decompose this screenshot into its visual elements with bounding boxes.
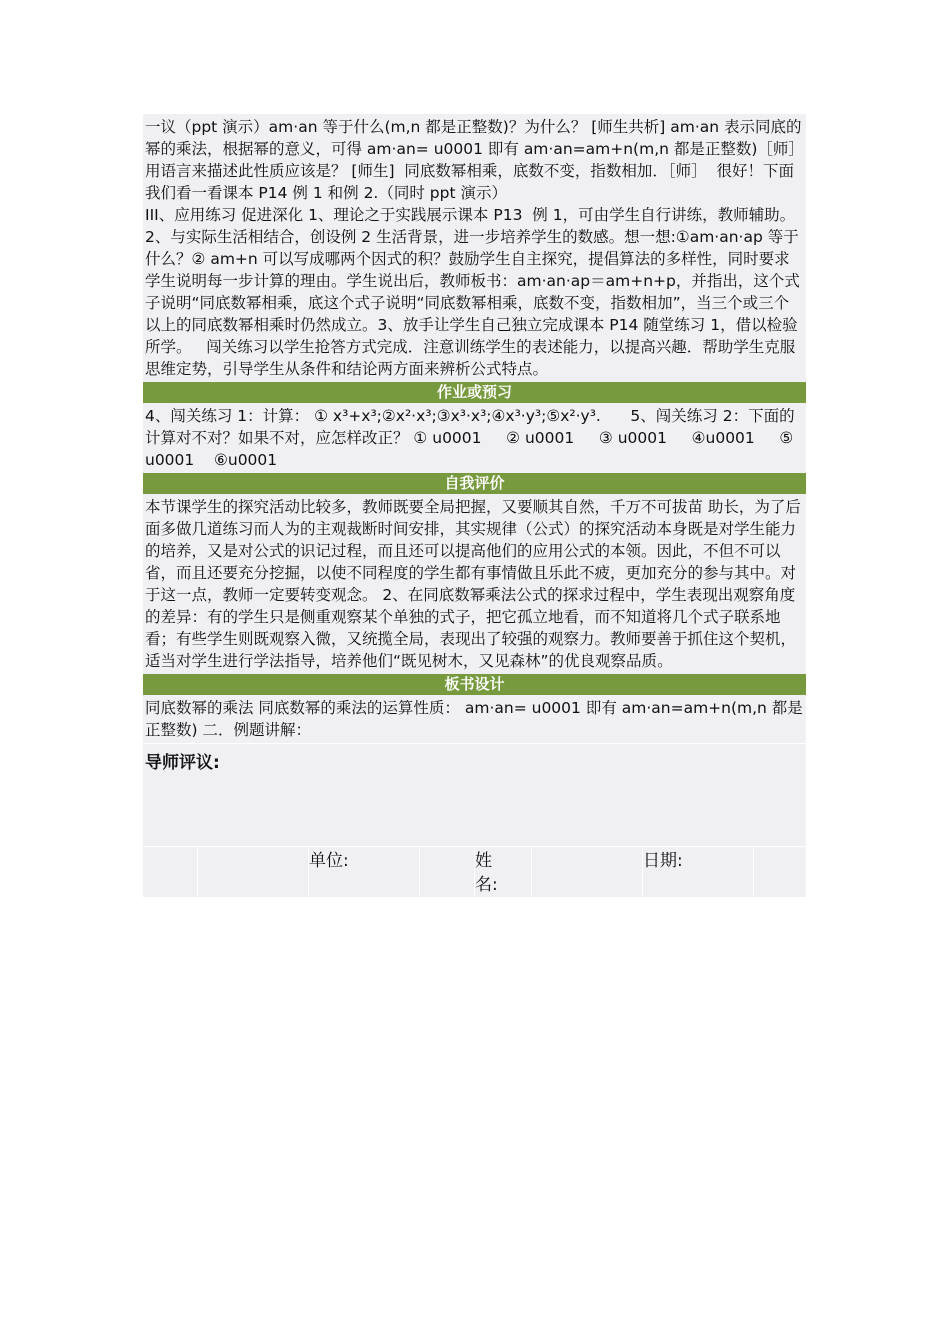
board-design-text: 同底数幂的乘法 同底数幂的乘法的运算性质： am·an= u0001 即有 am·an=am+n(m,n 都是正整数) 二．例题讲解： <box>143 695 806 743</box>
name-label: 姓 名: <box>475 847 532 897</box>
unit-label: 单位: <box>309 847 420 897</box>
document <box>143 114 806 897</box>
teaching-process-text: 一议（ppt 演示）am·an 等于什么(m,n 都是正整数)？为什么？ [师生共析] am·an 表示同底的幂的乘法，根据幂的意义，可得 am·an= u0001 即有 am·an=am+n(m,n 都是正整数)［师］ 用语言来描述此性质应该是？ [师生] 同底数幂相乘，底数不变，指数相加．［师］ 很好！下面我们看一看课本 P14 例 1 和例 2.（同时 ppt 演示） III、应用练习 促进深化 1、理论之于实践展示课本 P13 例 1，可由学生自行讲练，教师辅助。2、与实际生活相结合，创设例 2 生活背景，进一步培养学生的数感。想一想:①am·an·ap 等于什么？② am+n 可以写成哪两个因式的积？鼓励学生自主探究，提倡算法的多样性，同时要求学生说明每一步计算的理由。学生说出后，教师板书：am·an·ap＝am+n+p，并指出，这个式子说明“同底数幂相乘，底这个式子说明“同底数幂相乘，底数不变，指数相加”，当三个或三个以上的同底数幂相乘时仍然成立。3、放手让学生自己独立完成课本 P14 随堂练习 1，借以检验所学。 闯关练习以学生抢答方式完成．注意训练学生的表述能力，以提高兴趣．帮助学生克服思维定势，引导学生从条件和结论两方面来辨析公式特点。 <box>143 114 806 382</box>
footer-cell-empty <box>198 847 309 897</box>
tutor-comment-label: 导师评议: <box>145 753 220 773</box>
homework-text: 4、闯关练习 1：计算： ① x³+x³;②x²·x³;③x³·x³;④x³·y³;⑤x²·y³. 5、闯关练习 2：下面的计算对不对？如果不对，应怎样改正？ ① u0001 ② u0001 ③ u0001 ④u0001 ⑤ u0001 ⑥u0001 <box>143 403 806 473</box>
date-label: 日期: <box>643 847 754 897</box>
footer-cell-empty <box>420 847 475 897</box>
self-evaluation-header: 自我评价 <box>143 473 806 494</box>
homework-header: 作业或预习 <box>143 382 806 403</box>
footer-cell-empty <box>143 847 198 897</box>
board-design-header: 板书设计 <box>143 674 806 695</box>
signature-row <box>143 846 806 897</box>
self-evaluation-text: 本节课学生的探究活动比较多，教师既要全局把握，又要顺其自然，千万不可拔苗 助长，为了后面多做几道练习而人为的主观裁断时间安排，其实规律（公式）的探究活动本身既是对学生能力的培养，又是对公式的识记过程，而且还可以提高他们的应用公式的本领。因此，不但不可以省，而且还要充分挖掘，以使不同程度的学生都有事情做且乐此不疲，更加充分的参与其中。对于这一点，教师一定要转变观念。 2、在同底数幂乘法公式的探求过程中，学生表现出观察角度的差异：有的学生只是侧重观察某个单独的式子，把它孤立地看，而不知道将几个式子联系地看；有些学生则既观察入微，又统揽全局，表现出了较强的观察力。教师要善于抓住这个契机，适当对学生进行学法指导，培养他们“既见树木，又见森林”的优良观察品质。 <box>143 494 806 674</box>
footer-cell-empty <box>754 847 806 897</box>
footer-cell-empty <box>532 847 643 897</box>
tutor-comment-box <box>143 743 806 846</box>
